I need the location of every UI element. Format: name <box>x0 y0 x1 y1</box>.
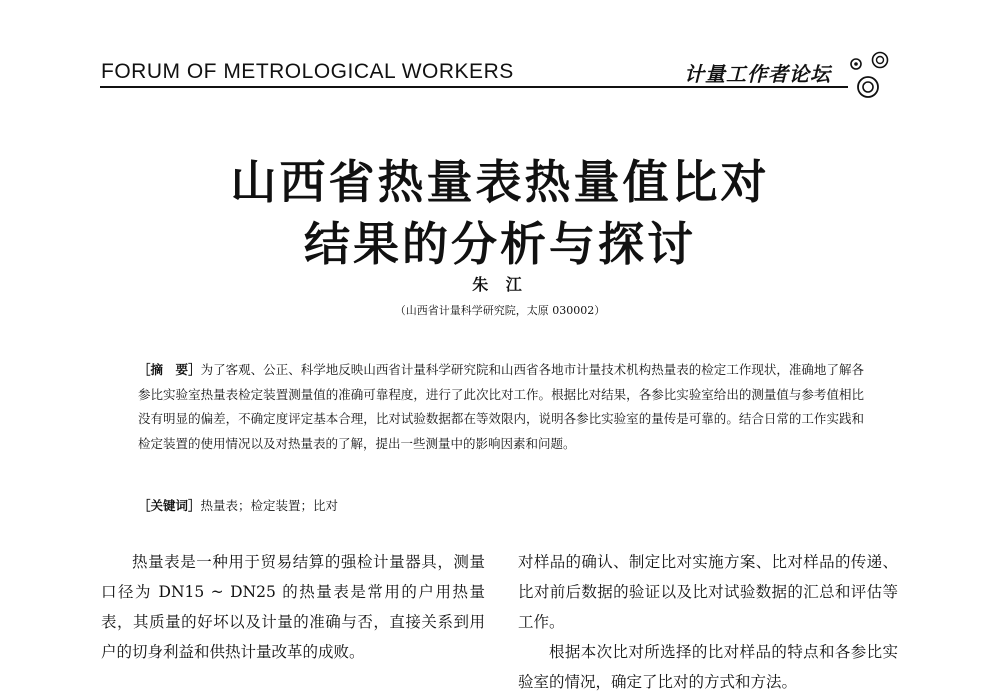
body-right-column <box>518 547 898 691</box>
header-rule <box>100 86 848 88</box>
decorative-circles-icon <box>844 46 894 102</box>
article-title-line-2: 结果的分析与探讨 <box>304 217 696 271</box>
abstract-text: 为了客观、公正、科学地反映山西省计量科学研究院和山西省各地市计量技术机构热量表的检定工作现状，准确地了解各参比实验室热量表检定装置测量值的准确可靠程度，进行了此次比对工作。根据比对结果，各参比实验室给出的测量值与参考值相比没有明显的偏差，不确定度评定基本合理，比对试验数据都在等效限内，说明各参比实验室的量传是可靠的。结合日常的工作实践和检定装置的使用情况以及对热量表的了解，提出一些测量中的影响因素和问题。 <box>138 362 864 451</box>
keywords <box>138 494 864 518</box>
body-paragraph: 热量表是一种用于贸易结算的强检计量器具，测量口径为 DN15 ~ DN25 的热量表是常用的户用热量表，其质量的好坏以及计量的准确与否，直接关系到用户的切身利益和供热计量改革的成败。 <box>101 553 485 661</box>
author-name: 朱 江 <box>472 275 528 294</box>
abstract-label: ［摘 要］ <box>138 362 201 377</box>
body-paragraph-continued: 对样品的确认、制定比对实施方案、比对样品的传递、比对前后数据的验证以及比对试验数据的汇总和评估等工作。 <box>518 553 898 631</box>
body-left-column <box>101 547 485 661</box>
body-paragraph: 根据本次比对所选择的比对样品的特点和各参比实验室的情况，确定了比对的方式和方法。 <box>518 643 898 691</box>
abstract <box>138 358 864 456</box>
journal-english-name: FORUM OF METROLOGICAL WORKERS <box>101 60 514 83</box>
keywords-text: 热量表；检定装置；比对 <box>200 498 339 513</box>
journal-chinese-name: 计量工作者论坛 <box>684 62 831 86</box>
author-affiliation: （山西省计量科学研究院，太原 030002） <box>394 304 606 317</box>
article-title-line-1: 山西省热量表热量值比对 <box>230 155 770 209</box>
keywords-label: ［关键词］ <box>138 498 201 513</box>
